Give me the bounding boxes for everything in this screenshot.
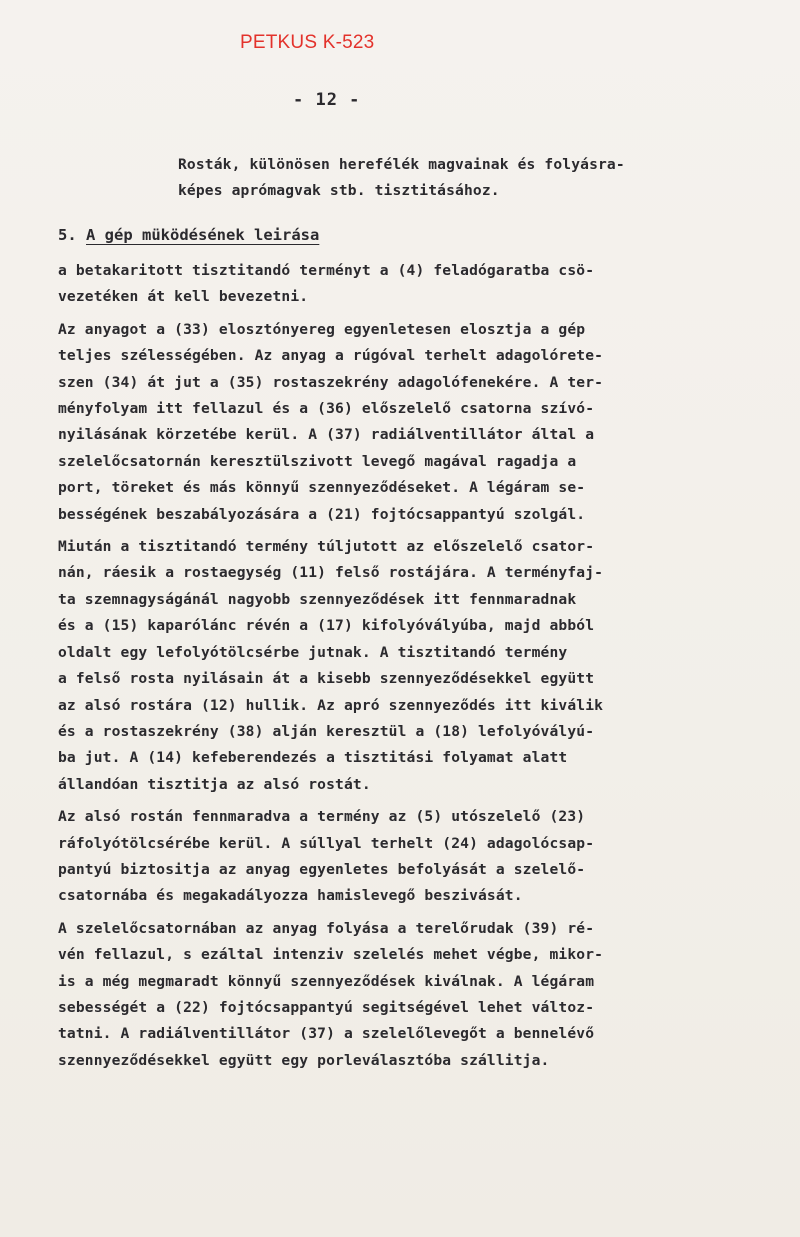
model-label: PETKUS K-523: [240, 32, 375, 53]
text-line: képes aprómagvak stb. tisztitásához.: [178, 182, 500, 200]
text-line: is a még megmaradt könnyű szennyeződések kiválnak. A légáram: [58, 972, 595, 990]
intro-text: [178, 152, 758, 205]
section-title: A gép müködésének leirása: [86, 226, 320, 244]
text-line: szelelőcsatornán keresztülszivott levegő magával ragadja a: [58, 452, 577, 470]
text-line: a betakaritott tisztitandó terményt a (4) feladógaratba csö-: [58, 262, 595, 279]
text-line: az alsó rostára (12) hullik. Az apró szennyeződés itt kiválik: [58, 696, 604, 714]
text-line: ményfolyam itt fellazul és a (36) előszelelő csatorna szívó-: [58, 400, 595, 418]
paragraph: [58, 804, 778, 910]
text-line: nán, ráesik a rostaegység (11) felső rostájára. A terményfaj-: [58, 564, 604, 582]
text-line: csatornába és megakadályozza hamislevegő beszivását.: [58, 887, 523, 905]
document-body: [58, 258, 778, 1080]
text-line: szennyeződésekkel együtt egy porleválasztóba szállitja.: [58, 1051, 550, 1069]
text-line: ráfolyótölcsérébe kerül. A súllyal terhelt (24) adagolócsap-: [58, 834, 595, 852]
text-line: Rosták, különösen herefélék magvainak és folyásra-: [178, 156, 625, 173]
text-line: szen (34) át jut a (35) rostaszekrény adagolófenekére. A ter-: [58, 373, 604, 391]
text-line: ta szemnagyságánál nagyobb szennyeződések itt fennmaradnak: [58, 590, 577, 608]
text-line: állandóan tisztitja az alsó rostát.: [58, 775, 371, 793]
paragraph: [58, 534, 778, 798]
text-line: Az alsó rostán fennmaradva a termény az (5) utószelelő (23): [58, 808, 586, 826]
text-line: a felső rosta nyilásain át a kisebb szennyeződésekkel együtt: [58, 670, 595, 688]
text-line: A szelelőcsatornában az anyag folyása a terelőrudak (39) ré-: [58, 919, 595, 937]
text-line: teljes szélességében. Az anyag a rúgóval terhelt adagolórete-: [58, 347, 604, 365]
text-line: és a rostaszekrény (38) alján keresztül a (18) lefolyóvályú-: [58, 722, 595, 740]
section-heading: [58, 226, 319, 244]
text-line: port, töreket és más könnyű szennyeződéseket. A légáram se-: [58, 479, 586, 497]
text-line: ba jut. A (14) kefeberendezés a tisztitási folyamat alatt: [58, 749, 568, 767]
page-number: - 12 -: [293, 90, 361, 110]
text-line: bességének beszabályozására a (21) fojtócsappantyú szolgál.: [58, 505, 586, 523]
text-line: és a (15) kaparólánc révén a (17) kifolyóvályúba, majd abból: [58, 617, 595, 635]
text-line: Miután a tisztitandó termény túljutott az előszelelő csator-: [58, 538, 595, 556]
paragraph: [58, 916, 778, 1074]
text-line: vezetéken át kell bevezetni.: [58, 288, 309, 306]
text-line: sebességét a (22) fojtócsappantyú segitségével lehet változ-: [58, 998, 595, 1016]
text-line: vén fellazul, s ezáltal intenziv szelelés mehet végbe, mikor-: [58, 946, 604, 964]
text-line: oldalt egy lefolyótölcsérbe jutnak. A tisztitandó termény: [58, 643, 568, 661]
text-line: pantyú biztositja az anyag egyenletes befolyását a szelelő-: [58, 860, 586, 878]
section-number: 5.: [58, 226, 77, 244]
paragraph: [58, 317, 778, 528]
text-line: tatni. A radiálventillátor (37) a szelelőlevegőt a bennelévő: [58, 1025, 595, 1043]
text-line: nyilásának körzetébe kerül. A (37) radiálventillátor által a: [58, 426, 595, 444]
paragraph: [58, 258, 778, 311]
text-line: Az anyagot a (33) elosztónyereg egyenletesen elosztja a gép: [58, 320, 586, 338]
